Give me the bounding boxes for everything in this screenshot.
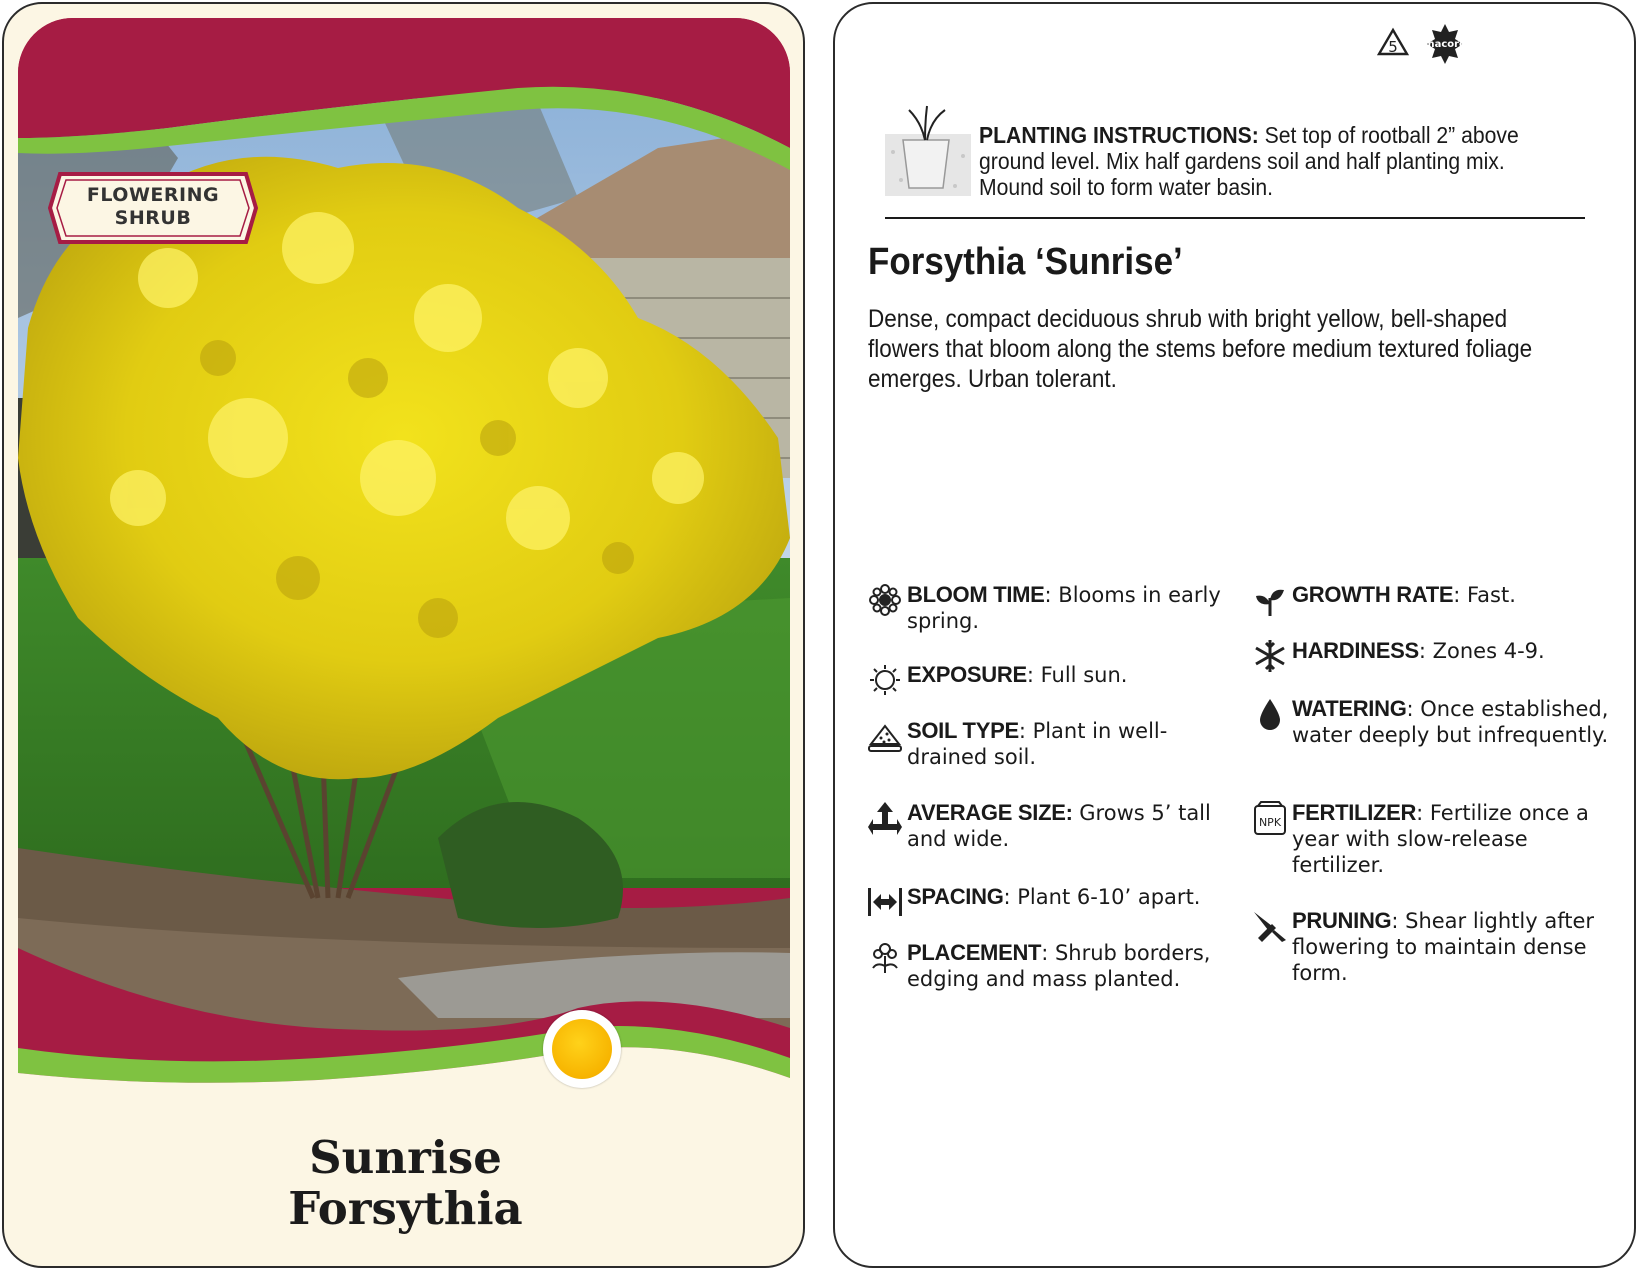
attr-label: SPACING — [907, 884, 1004, 909]
common-name-line-1: Sunrise — [309, 1131, 502, 1184]
attr-spacing — [907, 884, 1237, 910]
attr-label: EXPOSURE — [907, 662, 1027, 687]
pruners-icon — [1252, 908, 1288, 944]
placement-plant-icon — [867, 940, 903, 976]
size-arrows-icon — [867, 800, 903, 836]
attr-label: HARDINESS — [1292, 638, 1419, 663]
attr-average-size — [907, 800, 1237, 852]
potted-plant-icon — [885, 102, 975, 200]
attr-label: PRUNING — [1292, 908, 1392, 933]
fertilizer-bag-icon — [1252, 800, 1288, 836]
attr-label: AVERAGE SIZE: — [907, 800, 1073, 825]
attr-label: WATERING — [1292, 696, 1407, 721]
recycle-number: 5 — [1388, 38, 1398, 56]
attr-growth-rate — [1292, 582, 1622, 608]
planting-text: Set top of rootball 2” above ground level. Mix half gardens soil and half planting mix. Mound soil to form water basin. — [979, 122, 1519, 200]
sun-icon — [867, 662, 903, 698]
attr-text: : Shear lightly after flowering to maintain dense form. — [1292, 909, 1595, 985]
attr-exposure — [907, 662, 1237, 688]
attr-text: : Fertilize once a year with slow-release fertilizer. — [1292, 801, 1589, 877]
attr-text: : Blooms in early spring. — [907, 583, 1221, 633]
attr-pruning — [1292, 908, 1622, 986]
attr-text: Grows 5’ tall and wide. — [907, 801, 1211, 851]
attr-bloom-time — [907, 582, 1237, 634]
attr-text: : Shrub borders, edging and mass planted. — [907, 941, 1211, 991]
photo-panel — [18, 18, 790, 1098]
recycle-logo-group — [1375, 22, 1485, 68]
sprout-icon — [1252, 582, 1288, 618]
attr-text: : Once established, water deeply but infrequently. — [1292, 697, 1609, 747]
attr-watering — [1292, 696, 1622, 748]
attr-text: : Plant in well-drained soil. — [907, 719, 1168, 769]
flower-icon — [867, 582, 903, 618]
attr-label: PLACEMENT — [907, 940, 1042, 965]
attr-label: SOIL TYPE — [907, 718, 1019, 743]
plant-tag-front — [2, 2, 805, 1268]
divider — [885, 217, 1585, 219]
attr-placement — [907, 940, 1237, 992]
snowflake-icon — [1252, 638, 1288, 674]
attr-label: GROWTH RATE — [1292, 582, 1454, 607]
category-badge — [48, 168, 258, 248]
planting-instructions — [979, 122, 1531, 200]
spacing-arrows-icon — [867, 884, 903, 920]
attr-text: : Fast. — [1453, 583, 1516, 607]
recycle-icon — [1379, 30, 1407, 56]
common-name — [4, 1132, 805, 1234]
common-name-line-2: Forsythia — [288, 1182, 523, 1235]
attr-soil-type — [907, 718, 1237, 770]
attr-text: : Zones 4-9. — [1418, 639, 1545, 663]
category-label — [48, 184, 258, 230]
macore-logo — [1424, 24, 1466, 64]
full-sun-icon — [543, 1010, 621, 1088]
plant-description: Dense, compact deciduous shrub with bright yellow, bell-shaped flowers that bloom along the stems before medium textured foliage emerges. Urban tolerant. — [868, 305, 1533, 393]
attr-fertilizer — [1258, 800, 1622, 878]
attr-text: : Full sun. — [1026, 663, 1128, 687]
attr-label: BLOOM TIME — [907, 582, 1045, 607]
brand-name: macore — [1424, 39, 1466, 50]
category-line-2: SHRUB — [114, 207, 192, 229]
soil-icon — [867, 718, 903, 754]
plant-title: Forsythia ‘Sunrise’ — [868, 241, 1183, 283]
npk-label: NPK — [1258, 816, 1282, 829]
water-drop-icon — [1252, 696, 1288, 732]
plant-tag-back — [833, 2, 1636, 1268]
attr-text: : Plant 6-10’ apart. — [1003, 885, 1201, 909]
planting-label: PLANTING INSTRUCTIONS: — [979, 122, 1259, 148]
attr-label: FERTILIZER — [1292, 800, 1417, 825]
attr-hardiness — [1292, 638, 1622, 664]
category-line-1: FLOWERING — [86, 184, 220, 206]
